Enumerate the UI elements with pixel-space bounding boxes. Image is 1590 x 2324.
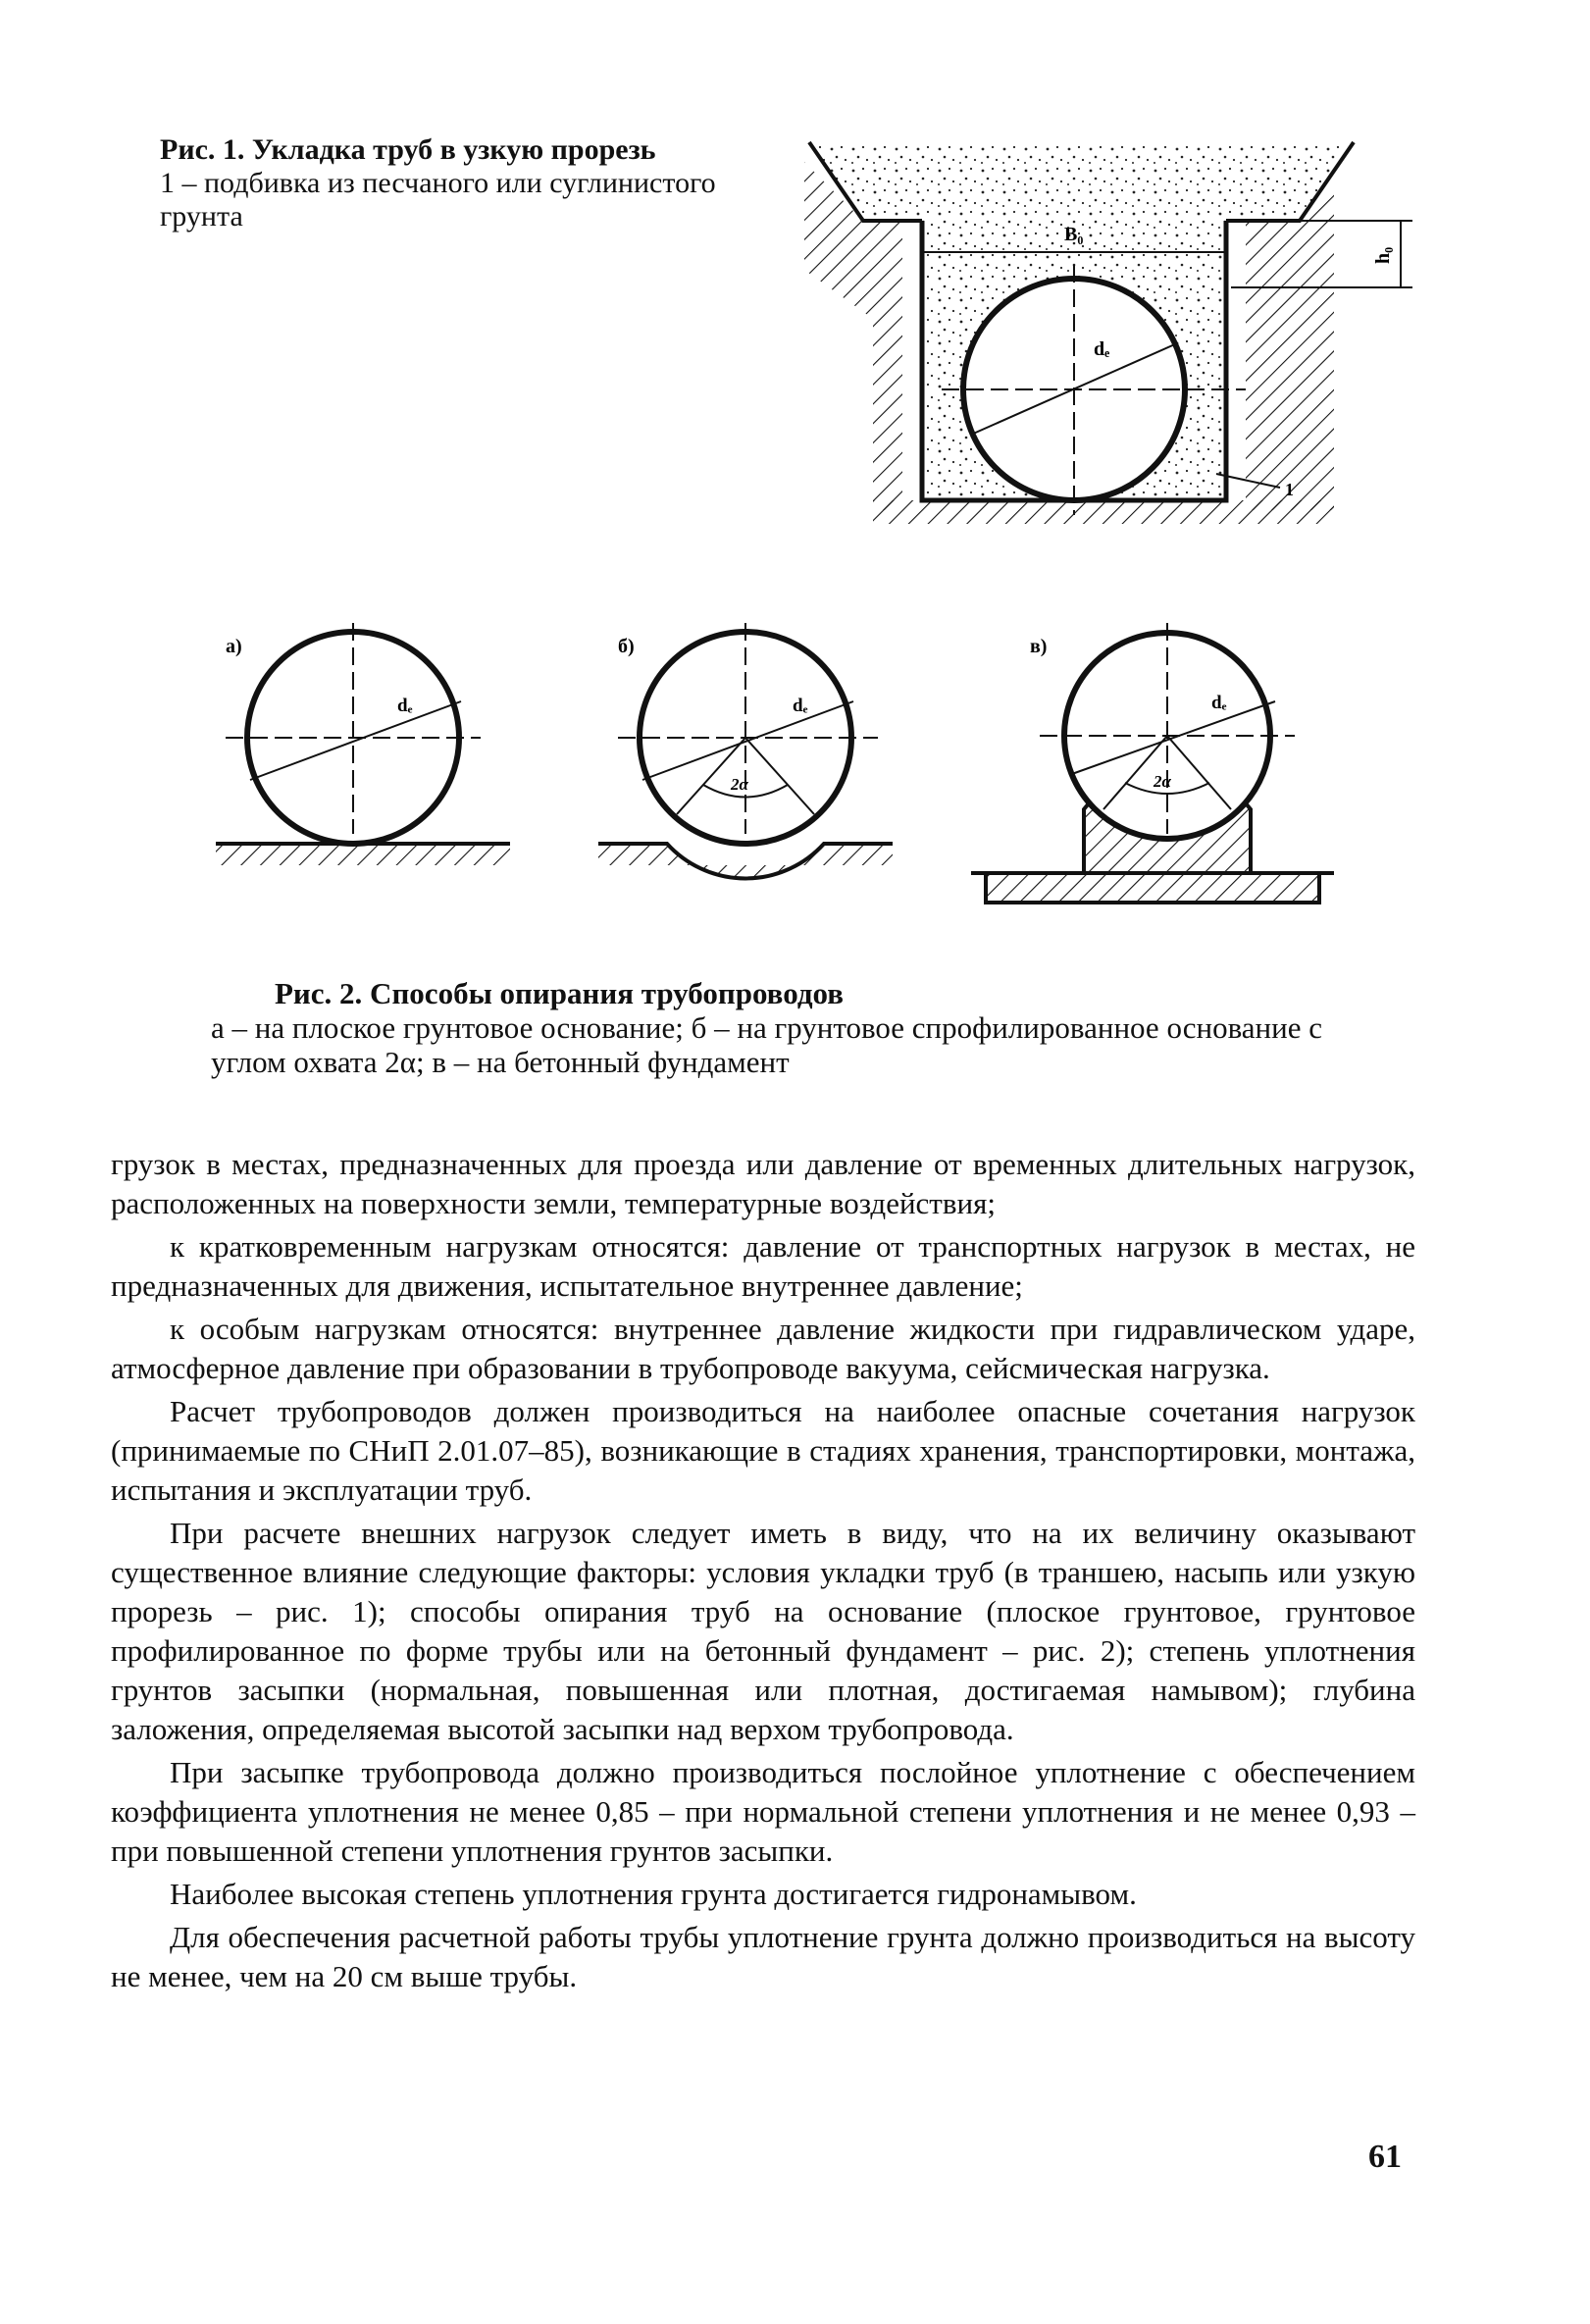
paragraph-3: к особым нагрузкам относятся: внутреннее давление жидкости при гидравлическом ударе, атмосферное давление при образовании в трубопроводе вакуума, сейсмическая нагрузка. (111, 1312, 1415, 1385)
figure2-caption (211, 976, 1349, 1079)
variant-b-letter: б) (618, 636, 635, 657)
paragraph-1: грузок в местах, предназначенных для проезда или давление от временных длительных нагрузок, расположенных на поверхности земли, температурные воздействия; (111, 1147, 1415, 1220)
variant-c-angle: 2α (1154, 772, 1171, 791)
variant-c-letter: в) (1030, 636, 1048, 657)
diameter-label: dₑ (1094, 338, 1110, 360)
paragraph-5: При расчете внешних нагрузок следует иметь в виду, что на их величину оказывают существенное влияние следующие факторы: условия укладки труб (в траншею, насыпь или узкую прорезь – рис. 1); способы опирания труб на основание (плоское грунтовое, грунтовое профилированное по форме трубы или на бетонный фундамент – рис. 2); степень уплотнения грунтов засыпки (нормальная, повышенная или плотная, достигаемая намывом); глубина заложения, определяемая высотой засыпки над верхом трубопровода. (111, 1516, 1415, 1746)
width-label: B₀ (1064, 224, 1084, 245)
paragraph-4: Расчет трубопроводов должен производиться на наиболее опасные сочетания нагрузок (принимаемые по СНиП 2.01.07–85), возникающие в стадиях хранения, транспортировки, монтажа, испытания и эксплуатации труб. (111, 1394, 1415, 1507)
figure2-support-diagrams (206, 608, 1344, 952)
page-number: 61 (1368, 2139, 1402, 2175)
variant-b-angle: 2α (731, 775, 748, 794)
height-label: h₀ (1372, 246, 1394, 264)
trench-wall-right (1246, 181, 1334, 510)
body-text (111, 1145, 1415, 2000)
figure2-legend: а – на плоское грунтовое основание; б – на грунтовое спрофилированное основание с углом охвата 2α; в – на бетонный фундамент (211, 1010, 1322, 1079)
support-variant-b (598, 623, 893, 878)
figure2-title: Рис. 2. Способы опирания трубопроводов (275, 976, 844, 1010)
paragraph-8: Для обеспечения расчетной работы трубы уплотнение грунта должно производиться на высоту не менее, чем на 20 см выше трубы. (111, 1920, 1415, 1993)
support-variant-c (971, 623, 1334, 903)
support-variant-a (216, 623, 510, 865)
figure1-legend: 1 – подбивка из песчаного или суглинистого грунта (160, 167, 716, 232)
variant-c-diameter: dₑ (1211, 693, 1227, 713)
variant-a-diameter: dₑ (397, 696, 413, 716)
figure1-title: Рис. 1. Укладка труб в узкую прорезь (160, 133, 656, 166)
paragraph-7: Наиболее высокая степень уплотнения грунта достигается гидронамывом. (170, 1877, 1137, 1911)
variant-b-diameter: dₑ (793, 696, 808, 716)
figure1-caption (160, 133, 748, 233)
item-1-label: 1 (1285, 480, 1294, 499)
paragraph-2: к кратковременным нагрузкам относятся: давление от транспортных нагрузок в местах, не предназначенных для движения, испытательное внутреннее давление; (111, 1229, 1415, 1303)
variant-a-letter: а) (226, 636, 242, 657)
paragraph-6: При засыпке трубопровода должно производиться послойное уплотнение с обеспечением коэффициента уплотнения не менее 0,85 – при нормальной степени уплотнения и не менее 0,93 – при повышенной степени уплотнения грунтов засыпки. (111, 1755, 1415, 1868)
figure1-trench-diagram (785, 123, 1432, 535)
trench-bottom (873, 500, 1334, 524)
